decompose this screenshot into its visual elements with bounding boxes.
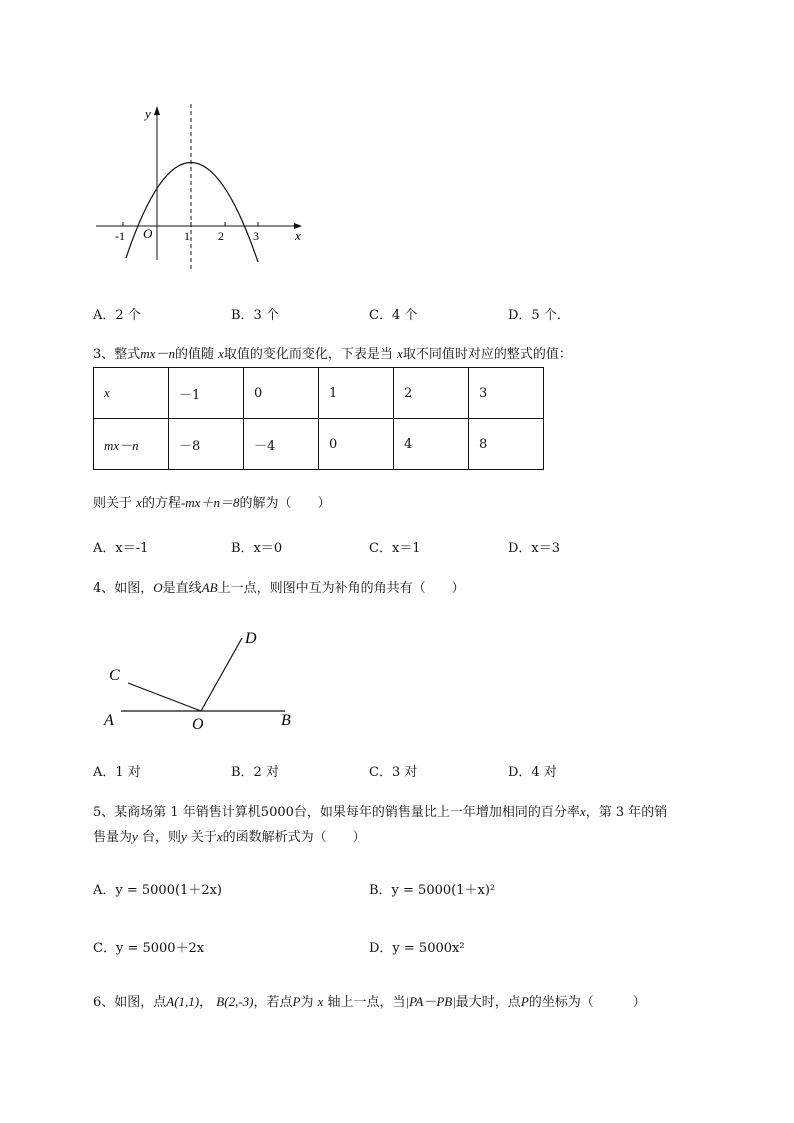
- q6-stem-a: 6、如图，点: [93, 995, 167, 1010]
- q3-option-b[interactable]: B．x＝0: [231, 541, 283, 556]
- q4-point-o: O: [153, 580, 163, 595]
- q6-stem: [93, 993, 646, 1012]
- y-axis-label: y: [145, 106, 151, 121]
- q5-line2-c: 关于: [190, 830, 217, 845]
- label-b: B: [281, 712, 291, 729]
- q4-line-ab: AB: [201, 580, 218, 595]
- table-row: [94, 368, 544, 419]
- q2-option-d[interactable]: D．5 个．: [508, 308, 570, 323]
- q5-line2-b: 台，则: [141, 830, 181, 845]
- q6-stem-e: 最大时，点: [455, 995, 521, 1010]
- q5-option-d[interactable]: D．y = 5000x²: [369, 941, 465, 956]
- q4-option-d[interactable]: D．4 对: [508, 765, 557, 780]
- q4-option-b[interactable]: B．2 对: [231, 765, 279, 780]
- q6-point-b: B(2,-3): [216, 994, 254, 1009]
- q4-stem: [93, 579, 465, 598]
- q5-line1-end: ，第 3 年的销: [585, 805, 668, 820]
- q5-var-y: y: [132, 829, 138, 844]
- q5-line2-d: 的函数解析式为（ ）: [222, 830, 366, 845]
- ray-oc: [128, 683, 201, 711]
- q5-option-a[interactable]: A．y = 5000(1＋2x): [93, 883, 222, 898]
- q3-stem-a: 3、整式: [93, 347, 141, 362]
- q6-stem-b: ，若点: [253, 995, 293, 1010]
- table-cell: 1: [319, 368, 394, 419]
- q6-sep: ，: [199, 995, 213, 1010]
- table-cell: 3: [469, 368, 544, 419]
- table-cell: mx－n: [94, 419, 169, 470]
- q5-option-c[interactable]: C．y = 5000＋2x: [93, 941, 205, 956]
- label-c: C: [109, 667, 120, 684]
- table-cell: 0: [319, 419, 394, 470]
- q3-ask: [93, 494, 330, 513]
- q3-expr: mx－n: [140, 346, 175, 361]
- q5-line2: [93, 828, 366, 847]
- label-d: D: [245, 630, 257, 647]
- q3-stem-d: 取不同值时对应的整式的值：: [402, 347, 572, 362]
- q3-stem-c: 取值的变化而变化，下表是当: [223, 347, 393, 362]
- q3-option-a[interactable]: A．x＝-1: [93, 541, 149, 556]
- parabola-graph: [90, 100, 320, 270]
- q3-equation: -mx＋n＝8: [180, 495, 240, 510]
- q5-var-x: x: [579, 804, 586, 819]
- q6-abs-expr: |PA－PB|: [405, 994, 456, 1009]
- label-a: A: [104, 712, 114, 729]
- q3-option-c[interactable]: C．x＝1: [369, 541, 421, 556]
- q6-stem-d: 轴上一点，当: [327, 995, 406, 1010]
- q3-var2: x: [397, 346, 403, 361]
- x-axis-label: x: [295, 228, 301, 243]
- q2-option-c[interactable]: C．4 个: [369, 308, 418, 323]
- table-cell: －1: [169, 368, 244, 419]
- q6-x: x: [317, 994, 324, 1009]
- table-cell: 0: [244, 368, 319, 419]
- q2-option-a[interactable]: A．2 个: [93, 308, 141, 323]
- q3-value-table: [93, 367, 544, 470]
- q5-line1: [93, 803, 667, 822]
- q4-stem-b: 是直线: [162, 581, 202, 596]
- q3-ask-c: 的解为（ ）: [239, 496, 331, 511]
- table-cell: －4: [244, 419, 319, 470]
- tick-label-3: 3: [253, 229, 259, 243]
- q6-point-a: A(1,1): [166, 994, 200, 1009]
- q3-stem-b: 的值随: [174, 347, 214, 362]
- q3-option-d[interactable]: D．x＝3: [508, 541, 561, 556]
- q5-option-b[interactable]: B．y = 5000(1＋x)²: [369, 883, 496, 898]
- table-cell: 8: [469, 419, 544, 470]
- q6-point-p2: P: [520, 994, 529, 1009]
- q6-stem-f: 的坐标为（ ）: [528, 995, 646, 1010]
- q4-option-a[interactable]: A．1 对: [93, 765, 141, 780]
- label-o: O: [192, 716, 204, 733]
- q4-stem-a: 4、如图，: [93, 581, 154, 596]
- q4-option-c[interactable]: C．3 对: [369, 765, 418, 780]
- q4-stem-c: 上一点，则图中互为补角的角共有（ ）: [217, 581, 465, 596]
- q3-ask-var: x: [136, 495, 142, 510]
- ray-od: [201, 638, 242, 711]
- q3-var: x: [218, 346, 224, 361]
- q3-stem: [93, 345, 572, 364]
- table-row: [94, 419, 544, 470]
- q2-option-b[interactable]: B．3 个: [231, 308, 279, 323]
- origin-label: O: [143, 226, 153, 241]
- angle-figure: [95, 625, 310, 740]
- q5-var-y2: y: [180, 829, 187, 844]
- q6-stem-c: 为: [300, 995, 314, 1010]
- table-cell: －8: [169, 419, 244, 470]
- q5-var-x2: x: [216, 829, 223, 844]
- q3-ask-a: 则关于: [93, 496, 133, 511]
- y-axis-arrow: [154, 106, 160, 115]
- tick-label-1: 1: [184, 229, 190, 243]
- tick-label-neg1: -1: [115, 229, 125, 243]
- q5-line2-a: 售量为: [93, 830, 133, 845]
- table-cell: x: [94, 368, 169, 419]
- parabola-curve: [126, 162, 258, 262]
- table-cell: 4: [394, 419, 469, 470]
- q5-line1-text: 5、某商场第 1 年销售计算机5000台，如果每年的销售量比上一年增加相同的百分率: [93, 805, 580, 820]
- q6-point-p: P: [292, 994, 301, 1009]
- table-cell: 2: [394, 368, 469, 419]
- tick-label-2: 2: [218, 229, 224, 243]
- q3-ask-b: 的方程: [141, 496, 181, 511]
